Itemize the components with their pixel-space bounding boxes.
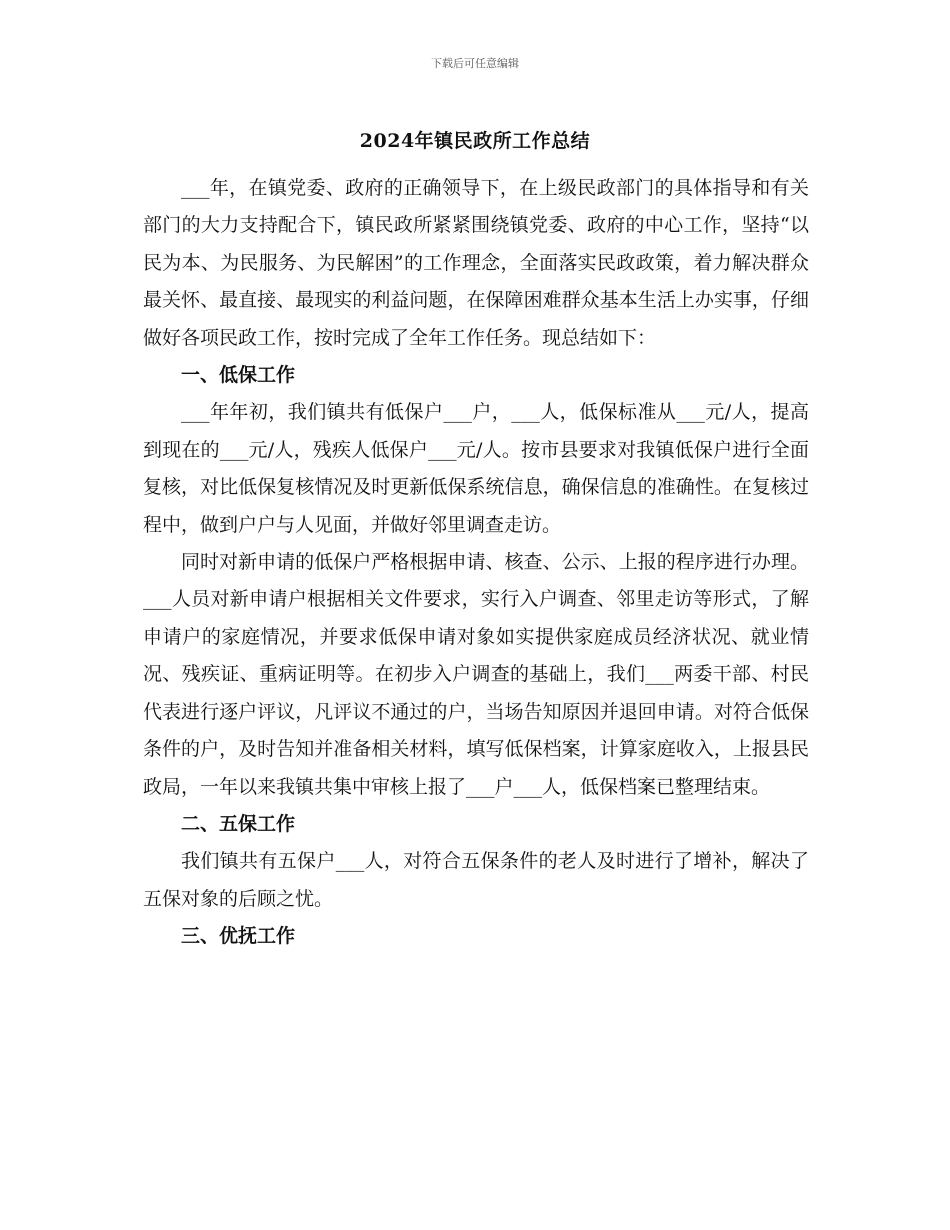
- minimum-living-paragraph-1: ___年年初，我们镇共有低保户___户，___人，低保标准从___元/人，提高到现在的___元/人，残疾人低保户___元/人。按市县要求对我镇低保户进行全面复核，对比低保复核情况及时更新低保系统信息，确保信息的准确性。在复核过程中，做到户户与人见面，并做好邻里调查走访。: [143, 401, 809, 536]
- section-heading-five-guarantees: 二、五保工作: [181, 812, 296, 835]
- page-header-note: 下载后可任意编辑: [431, 57, 519, 70]
- document-body: [143, 170, 809, 956]
- intro-paragraph: ___年，在镇党委、政府的正确领导下，在上级民政部门的具体指导和有关部门的大力支持配合下，镇民政所紧紧围绕镇党委、政府的中心工作，坚持“以民为本、为民服务、为民解困”的工作理念，全面落实民政政策，着力解决群众最关怀、最直接、最现实的利益问题，在保障困难群众基本生活上办实事，仔细做好各项民政工作，按时完成了全年工作任务。现总结如下：: [143, 177, 809, 349]
- section-heading-preferential-care: 三、优抚工作: [181, 925, 296, 948]
- section-heading-minimum-living: 一、低保工作: [181, 364, 296, 387]
- document-title: 2024年镇民政所工作总结: [359, 130, 591, 152]
- five-guarantees-paragraph: 我们镇共有五保户___人，对符合五保条件的老人及时进行了增补，解决了五保对象的后顾之忧。: [143, 850, 809, 910]
- minimum-living-paragraph-2: 同时对新申请的低保户严格根据申请、核查、公示、上报的程序进行办理。___人员对新申请户根据相关文件要求，实行入户调查、邻里走访等形式，了解申请户的家庭情况，并要求低保申请对象如实提供家庭成员经济状况、就业情况、残疾证、重病证明等。在初步入户调查的基础上，我们___两委干部、村民代表进行逐户评议，凡评议不通过的户，当场告知原因并退回申请。对符合低保条件的户，及时告知并准备相关材料，填写低保档案，计算家庭收入，上报县民政局，一年以来我镇共集中审核上报了___户___人，低保档案已整理结束。: [143, 551, 809, 798]
